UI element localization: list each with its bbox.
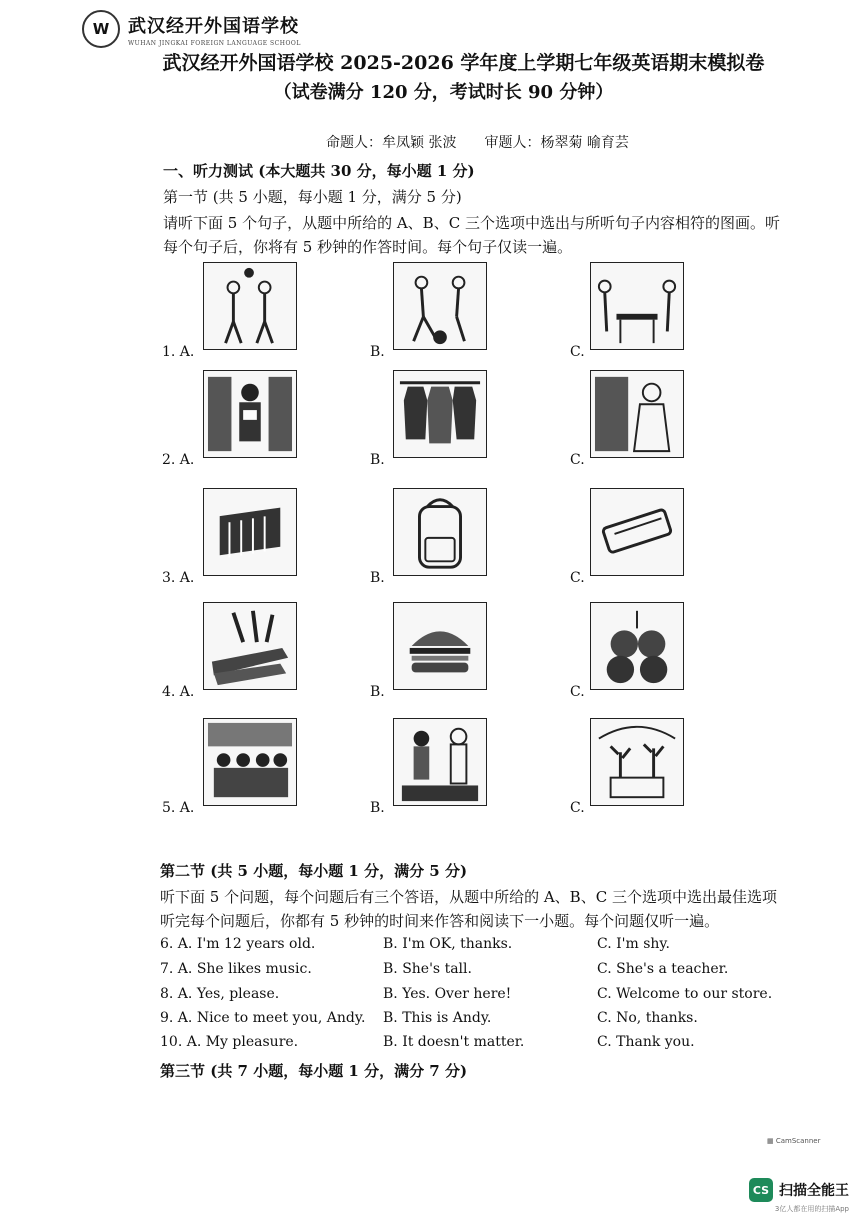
section1-heading: 第一节 (共 5 小题，每小题 1 分，满分 5 分) — [163, 188, 462, 206]
carrots-icon — [203, 602, 297, 690]
picture-option-label: 4. A. — [162, 684, 195, 700]
question-option: B. It doesn't matter. — [383, 1034, 525, 1050]
table-tennis-players-icon — [590, 262, 684, 350]
picture-option-label: B. — [370, 684, 385, 700]
scanner-watermark-small: ▦ CamScanner — [767, 1137, 821, 1145]
boy-reading-icon — [203, 370, 297, 458]
girl-teacher-icon — [393, 718, 487, 806]
hamburger-icon — [393, 602, 487, 690]
apples-icon — [590, 602, 684, 690]
soccer-players-icon — [393, 262, 487, 350]
section1-instruction-line2: 每个句子后，你将有 5 秒钟的作答时间。每个句子仅读一遍。 — [163, 238, 573, 256]
picture-option-label: 3. A. — [162, 570, 195, 586]
books-icon — [203, 488, 297, 576]
part1-heading: 一、听力测试 (本大题共 30 分，每小题 1 分) — [163, 162, 475, 180]
picture-option-label: 5. A. — [162, 800, 195, 816]
picture-option-label: B. — [370, 344, 385, 360]
question-option: B. This is Andy. — [383, 1010, 492, 1026]
picture-option-label: C. — [570, 344, 585, 360]
picture-option-label: C. — [570, 452, 585, 468]
question-option: B. She's tall. — [383, 961, 472, 977]
volleyball-players-icon — [203, 262, 297, 350]
picture-option-label: C. — [570, 684, 585, 700]
section1-instruction-line1: 请听下面 5 个句子，从题中所给的 A、B、C 三个选项中选出与所听句子内容相符的图画。听 — [163, 214, 780, 232]
exam-authors: 命题人：牟凤颖 张波 审题人：杨翠菊 喻育芸 — [326, 135, 629, 151]
picture-option-label: C. — [570, 800, 585, 816]
picture-option-label: C. — [570, 570, 585, 586]
school-logo — [82, 10, 301, 48]
question-option: C. Welcome to our store. — [597, 986, 773, 1002]
picture-option-label: 1. A. — [162, 344, 195, 360]
question-option: 10. A. My pleasure. — [160, 1034, 299, 1050]
question-option: C. I'm shy. — [597, 936, 670, 952]
question-option: B. I'm OK, thanks. — [383, 936, 513, 952]
classroom-icon — [203, 718, 297, 806]
school-name-cn: 武汉经开外国语学校 — [128, 15, 299, 37]
question-option: 8. A. Yes, please. — [160, 986, 280, 1002]
school-name-en: WUHAN JINGKAI FOREIGN LANGUAGE SCHOOL — [128, 39, 301, 47]
section2-heading: 第二节 (共 5 小题，每小题 1 分，满分 5 分) — [160, 862, 468, 880]
question-option: 7. A. She likes music. — [160, 961, 312, 977]
question-option: B. Yes. Over here! — [383, 986, 512, 1002]
question-option: C. No, thanks. — [597, 1010, 698, 1026]
question-option: C. Thank you. — [597, 1034, 695, 1050]
plants-icon — [590, 718, 684, 806]
picture-option-label: B. — [370, 452, 385, 468]
section3-heading: 第三节 (共 7 小题，每小题 1 分，满分 7 分) — [160, 1062, 468, 1080]
exam-title: 武汉经开外国语学校 2025-2026 学年度上学期七年级英语期末模拟卷 — [162, 52, 765, 74]
picture-option-label: B. — [370, 570, 385, 586]
section2-instruction-line2: 听完每个问题后，你都有 5 秒钟的时间来作答和阅读下一小题。每个问题仅听一遍。 — [160, 912, 720, 930]
camscanner-logo-icon: CS — [749, 1178, 773, 1202]
question-option: C. She's a teacher. — [597, 961, 729, 977]
section2-instruction-line1: 听下面 5 个问题，每个问题后有三个答语，从题中所给的 A、B、C 三个选项中选出最佳选项 — [160, 888, 777, 906]
question-option: 9. A. Nice to meet you, Andy. — [160, 1010, 366, 1026]
schoolbag-icon — [393, 488, 487, 576]
scanner-watermark — [749, 1178, 849, 1214]
library-girl-icon — [590, 370, 684, 458]
exam-subtitle: （试卷满分 120 分，考试时长 90 分钟） — [273, 82, 614, 103]
scanner-app-name: 扫描全能王 — [779, 1183, 849, 1199]
pencil-box-icon — [590, 488, 684, 576]
clothes-shop-icon — [393, 370, 487, 458]
scanner-tagline: 3亿人都在用的扫描App — [774, 1205, 849, 1213]
school-emblem-icon: W — [82, 10, 120, 48]
picture-option-label: 2. A. — [162, 452, 195, 468]
question-option: 6. A. I'm 12 years old. — [160, 936, 316, 952]
picture-option-label: B. — [370, 800, 385, 816]
